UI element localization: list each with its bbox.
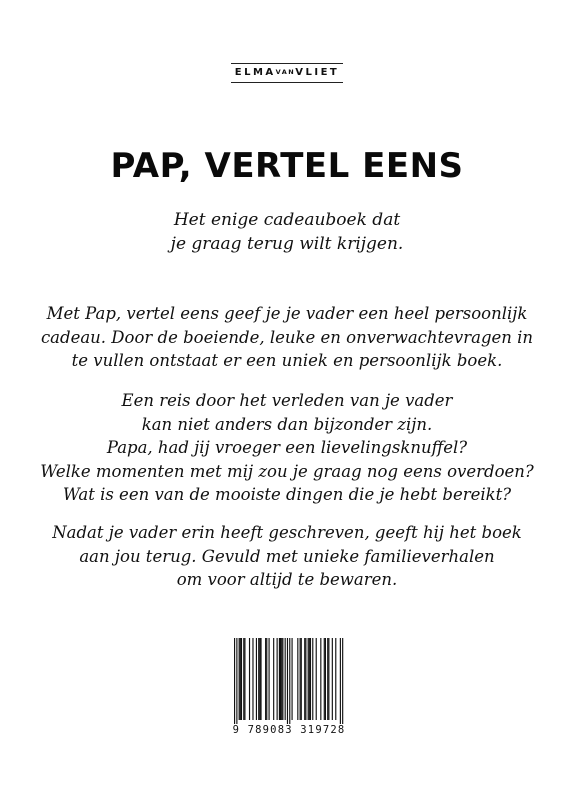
description-paragraph-1 (0, 302, 574, 373)
paragraph-line: Nadat je vader erin heeft geschreven, geeft hij het boek (52, 523, 522, 542)
barcode-bars (226, 638, 352, 724)
barcode-bar (244, 638, 245, 720)
barcode-bar (312, 638, 313, 720)
paragraph-line: te vullen ontstaat er een uniek en persoonlijk boek. (71, 351, 503, 370)
book-title: PAP, VERTEL EENS (110, 146, 464, 186)
barcode-bar (240, 638, 241, 720)
barcode-bar (320, 638, 321, 720)
barcode-bar (266, 638, 267, 720)
barcode-bar (277, 638, 278, 720)
barcode-bar (324, 638, 325, 720)
barcode-bar (316, 638, 317, 720)
paragraph-line: aan jou terug. Gevuld met unieke familieverhalen (79, 546, 495, 566)
barcode-bar (269, 638, 270, 720)
barcode-bar (297, 638, 298, 720)
barcode-bar (287, 638, 288, 724)
barcode-bar (273, 638, 274, 720)
book-subtitle (0, 208, 574, 256)
barcode-bar (342, 638, 343, 724)
barcode-bar (241, 638, 242, 720)
isbn-number: 9 789083 319728 (232, 724, 346, 736)
brand-part2: VAN (275, 68, 296, 76)
paragraph-line: Een reis door het verleden van je vader (121, 391, 453, 410)
barcode-bar (325, 638, 326, 720)
barcode-bar (285, 638, 286, 720)
barcode-bar (234, 638, 235, 724)
brand-part1: ELMA (234, 67, 276, 78)
barcode-bar (259, 638, 260, 720)
paragraph-line: cadeau. Door de boeiende, leuke en onverwachtevragen in (40, 327, 534, 347)
barcode-bar (282, 638, 283, 720)
brand-part3: VLIET (295, 67, 340, 78)
barcode-bar (300, 638, 301, 720)
barcode-bar (332, 638, 333, 720)
paragraph-line: Wat is een van de mooiste dingen die je hebt bereikt? (62, 485, 512, 504)
paragraph-line: Papa, had jij vroeger een lievelingsknuffel? (106, 438, 468, 457)
barcode-bar (310, 638, 311, 720)
barcode-bar (265, 638, 266, 720)
barcode-bar (236, 638, 237, 724)
barcode-bar (308, 638, 309, 720)
barcode-bar (289, 638, 290, 724)
barcode-bar (335, 638, 336, 720)
publisher-brand (0, 60, 574, 83)
barcode-bar (243, 638, 244, 720)
isbn-barcode (226, 638, 352, 742)
subtitle-line: je graag terug wilt krijgen. (170, 234, 404, 254)
barcode-bar (256, 638, 257, 720)
paragraph-line: om voor altijd te bewaren. (176, 570, 398, 589)
barcode-bar (252, 638, 253, 720)
barcode-bar (279, 638, 280, 720)
publisher-logo (231, 63, 343, 83)
barcode-bar (304, 638, 305, 720)
barcode-bar (292, 638, 293, 720)
barcode-bar (239, 638, 240, 720)
barcode-bar (301, 638, 302, 720)
paragraph-line: kan niet anders dan bijzonder zijn. (141, 414, 433, 434)
description-paragraph-3 (0, 521, 574, 592)
barcode-bar (281, 638, 282, 720)
barcode-bar (309, 638, 310, 720)
subtitle-line: Het enige cadeauboek dat (173, 210, 401, 230)
barcode-bar (249, 638, 250, 720)
paragraph-line: Met Pap, vertel eens geef je je vader een heel persoonlijk (46, 304, 528, 323)
barcode-bar (258, 638, 259, 720)
barcode-bar (305, 638, 306, 720)
barcode-bar (340, 638, 341, 724)
barcode-bar (260, 638, 261, 720)
barcode-bar (328, 638, 329, 720)
paragraph-line: Welke momenten met mij zou je graag nog eens overdoen? (40, 461, 534, 481)
description-paragraph-2 (0, 389, 574, 507)
barcode-bar (280, 638, 281, 720)
barcode-bar (327, 638, 328, 720)
